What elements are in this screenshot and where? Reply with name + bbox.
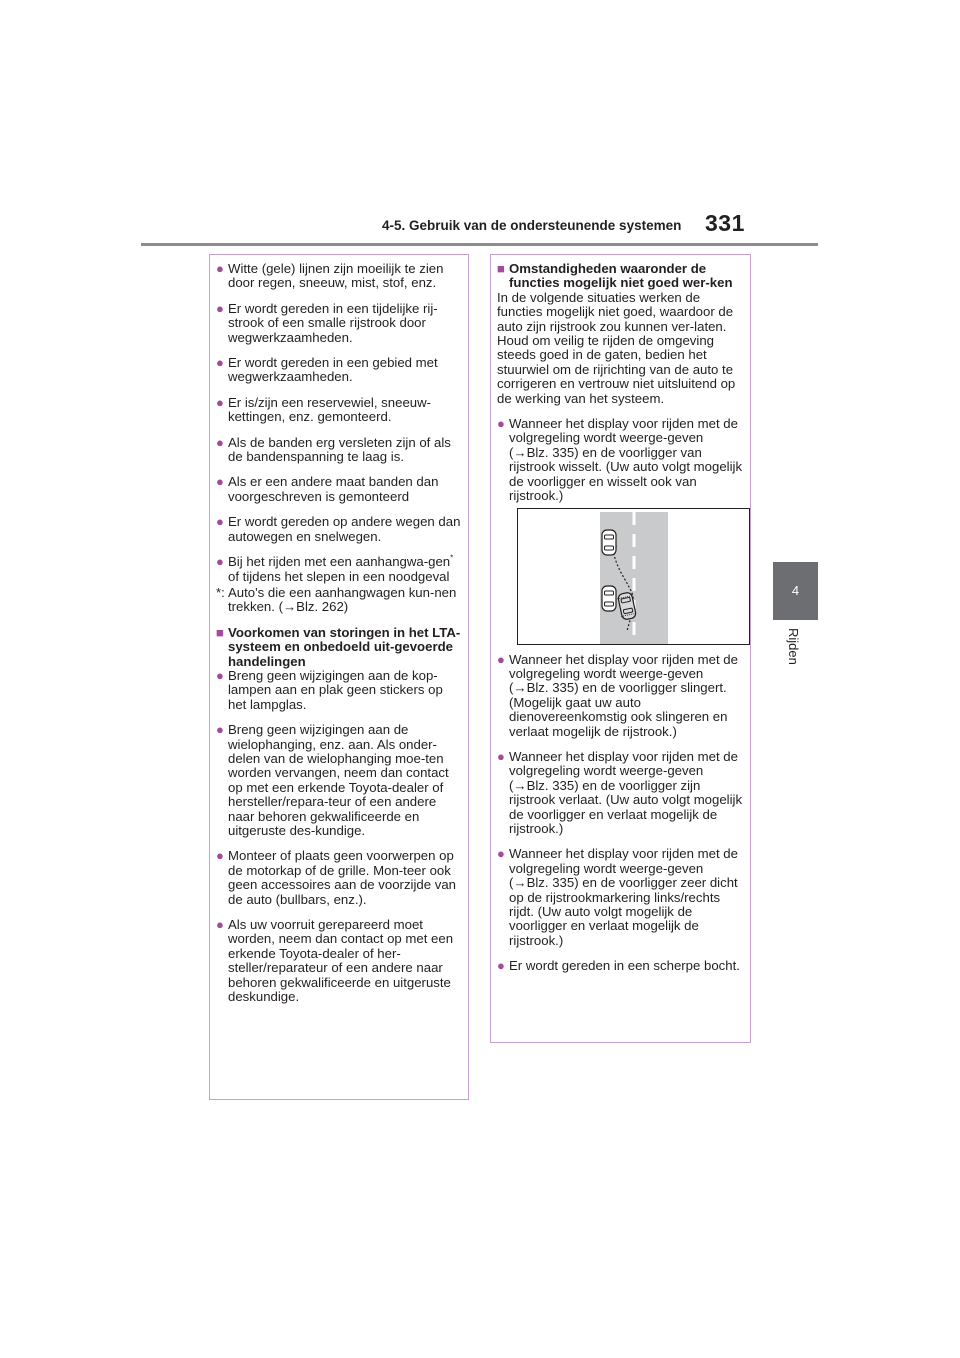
- section-heading: [497, 262, 744, 291]
- left-column: [209, 254, 469, 1100]
- list-item-text: Breng geen wijzigingen aan de kop-lampen aan en plak geen stickers op het lampglas.: [228, 667, 443, 712]
- section-title: 4-5. Gebruik van de ondersteunende systemen: [382, 218, 682, 233]
- bullet-icon: ●: [216, 434, 224, 450]
- square-bullet-icon: ■: [497, 261, 505, 276]
- list-item-text: Er wordt gereden in een gebied met wegwerkzaamheden.: [228, 355, 438, 385]
- bullet-icon: ●: [216, 722, 224, 738]
- bullet-icon: ●: [216, 554, 224, 570]
- preceding-car-icon: [602, 530, 616, 555]
- list-item-text: Er is/zijn een reservewiel, sneeuw-kettingen, enz. gemonteerd.: [228, 394, 432, 425]
- bullet-icon: ●: [497, 846, 505, 862]
- list-item-text: Wanneer het display voor rijden met de volgregeling wordt weerge-geven (→Blz. 335) en de voorligger slingert. (Mogelijk gaat uw auto dienovereenkomstig ook slingeren en verlaat mogelijk de rijstrook.): [509, 651, 738, 739]
- list-item: [216, 396, 462, 425]
- list-item: [216, 723, 462, 838]
- list-item: [216, 262, 462, 291]
- bullet-icon: ●: [216, 394, 224, 410]
- bullet-icon: ●: [216, 514, 224, 530]
- list-item-text: [228, 555, 462, 584]
- bullet-icon: ●: [216, 300, 224, 316]
- list-item: [216, 436, 462, 465]
- right-column: [490, 254, 751, 1043]
- footnote-text: Auto's die een aanhangwagen kun-nen trekken. (→Blz. 262): [228, 584, 457, 615]
- footnote-marker: *: [450, 553, 454, 563]
- list-item: [216, 475, 462, 504]
- list-item: [497, 417, 744, 503]
- list-item: [216, 849, 462, 907]
- chapter-label: Rijden: [786, 628, 801, 665]
- lane-change-diagram: [518, 509, 749, 644]
- footnote-label: *:: [216, 584, 225, 600]
- parked-car-icon: [602, 586, 616, 611]
- trailer-text: Bij het rijden met een aanhangwa-gen: [228, 554, 451, 570]
- square-bullet-icon: ■: [216, 624, 224, 640]
- list-item: [216, 669, 462, 712]
- chapter-tab: 4: [773, 562, 818, 620]
- bullet-icon: ●: [497, 651, 505, 667]
- header-divider: [141, 243, 818, 246]
- list-item-text: Er wordt gereden in een tijdelijke rij-strook of een smalle rijstrook door wegwerkzaamheden.: [228, 300, 438, 345]
- list-item-text: Als er een andere maat banden dan voorgeschreven is gemonteerd: [228, 474, 439, 504]
- list-item-text: Breng geen wijzigingen aan de wielophanging, enz. aan. Als onder-delen van de wielophanging moe-ten worden vervangen, neem dan contact op met een erkende Toyota-dealer of hersteller/repara-teur of een andere naar behoren gekwalificeerde en uitgeruste des-kundige.: [228, 722, 449, 838]
- list-item: [497, 653, 744, 739]
- section-heading: [216, 626, 462, 669]
- list-item-text: Monteer of plaats geen voorwerpen op de motorkap of de grille. Mon-teer ook geen accessoires aan de voorzijde van de auto (bullbars, enz.).: [228, 848, 456, 907]
- bullet-icon: ●: [497, 748, 505, 764]
- list-item-text: Er wordt gereden op andere wegen dan autowegen en snelwegen.: [228, 514, 461, 544]
- heading-text: Voorkomen van storingen in het LTA-systeem en onbedoeld uit-gevoerde handelingen: [228, 624, 461, 669]
- lane-change-illustration: [517, 508, 750, 645]
- heading-text: Omstandigheden waaronder de functies mogelijk niet goed wer-ken: [509, 261, 733, 291]
- list-item-text: Als uw voorruit gerepareerd moet worden, neem dan contact op met een erkende Toyota-dealer of her-steller/reparateur of een andere naar behoren gekwalificeerde en uitgeruste deskundige.: [228, 917, 454, 1005]
- footnote: [216, 586, 462, 615]
- list-item: [216, 918, 462, 1004]
- list-item-text: Wanneer het display voor rijden met de volgregeling wordt weerge-geven (→Blz. 335) en de voorligger van rijstrook wisselt. (Uw auto volgt mogelijk de voorligger en wisselt ook van rijstrook.): [509, 416, 743, 504]
- list-item-text: Er wordt gereden in een scherpe bocht.: [509, 958, 740, 974]
- list-item-text: Wanneer het display voor rijden met de volgregeling wordt weerge-geven (→Blz. 335) en de voorligger zeer dicht op de rijstrookmarkering links/rechts rijdt. (Uw auto volgt mogelijk de voorligger en verlaat mogelijk de rijstrook.): [509, 846, 738, 948]
- list-item-text: Als de banden erg versleten zijn of als de bandenspanning te laag is.: [228, 434, 451, 465]
- list-item: [497, 959, 744, 973]
- bullet-icon: ●: [497, 416, 505, 432]
- list-item: [216, 555, 462, 584]
- bullet-icon: ●: [216, 667, 224, 683]
- bullet-icon: ●: [216, 355, 224, 371]
- list-item: [497, 750, 744, 836]
- list-item-text: Wanneer het display voor rijden met de volgregeling wordt weerge-geven (→Blz. 335) en de voorligger zijn rijstrook verlaat. (Uw auto volgt mogelijk de voorligger en verlaat mogelijk de rijstrook.): [509, 748, 743, 836]
- bullet-icon: ●: [216, 474, 224, 490]
- list-item-text: Witte (gele) lijnen zijn moeilijk te zien door regen, sneeuw, mist, stof, enz.: [228, 261, 444, 291]
- list-item: [216, 356, 462, 385]
- bullet-icon: ●: [216, 261, 224, 276]
- intro-paragraph: In de volgende situaties werken de functies mogelijk niet goed, waardoor de auto zijn rijstrook zou kunnen ver-laten. Houd om veilig te rijden de omgeving steeds goed in de gaten, bedien het stuurwiel om de rijrichting van de auto te corrigeren en vertrouw niet uitsluitend op de werking van het systeem.: [497, 289, 736, 406]
- bullet-icon: ●: [497, 958, 505, 974]
- list-item: [216, 515, 462, 544]
- bullet-icon: ●: [216, 848, 224, 864]
- trailer-text-cont: of tijdens het slepen in een noodgeval: [228, 568, 450, 584]
- page-number: 331: [705, 210, 745, 236]
- list-item: [497, 847, 744, 948]
- list-item: [216, 302, 462, 345]
- bullet-icon: ●: [216, 917, 224, 933]
